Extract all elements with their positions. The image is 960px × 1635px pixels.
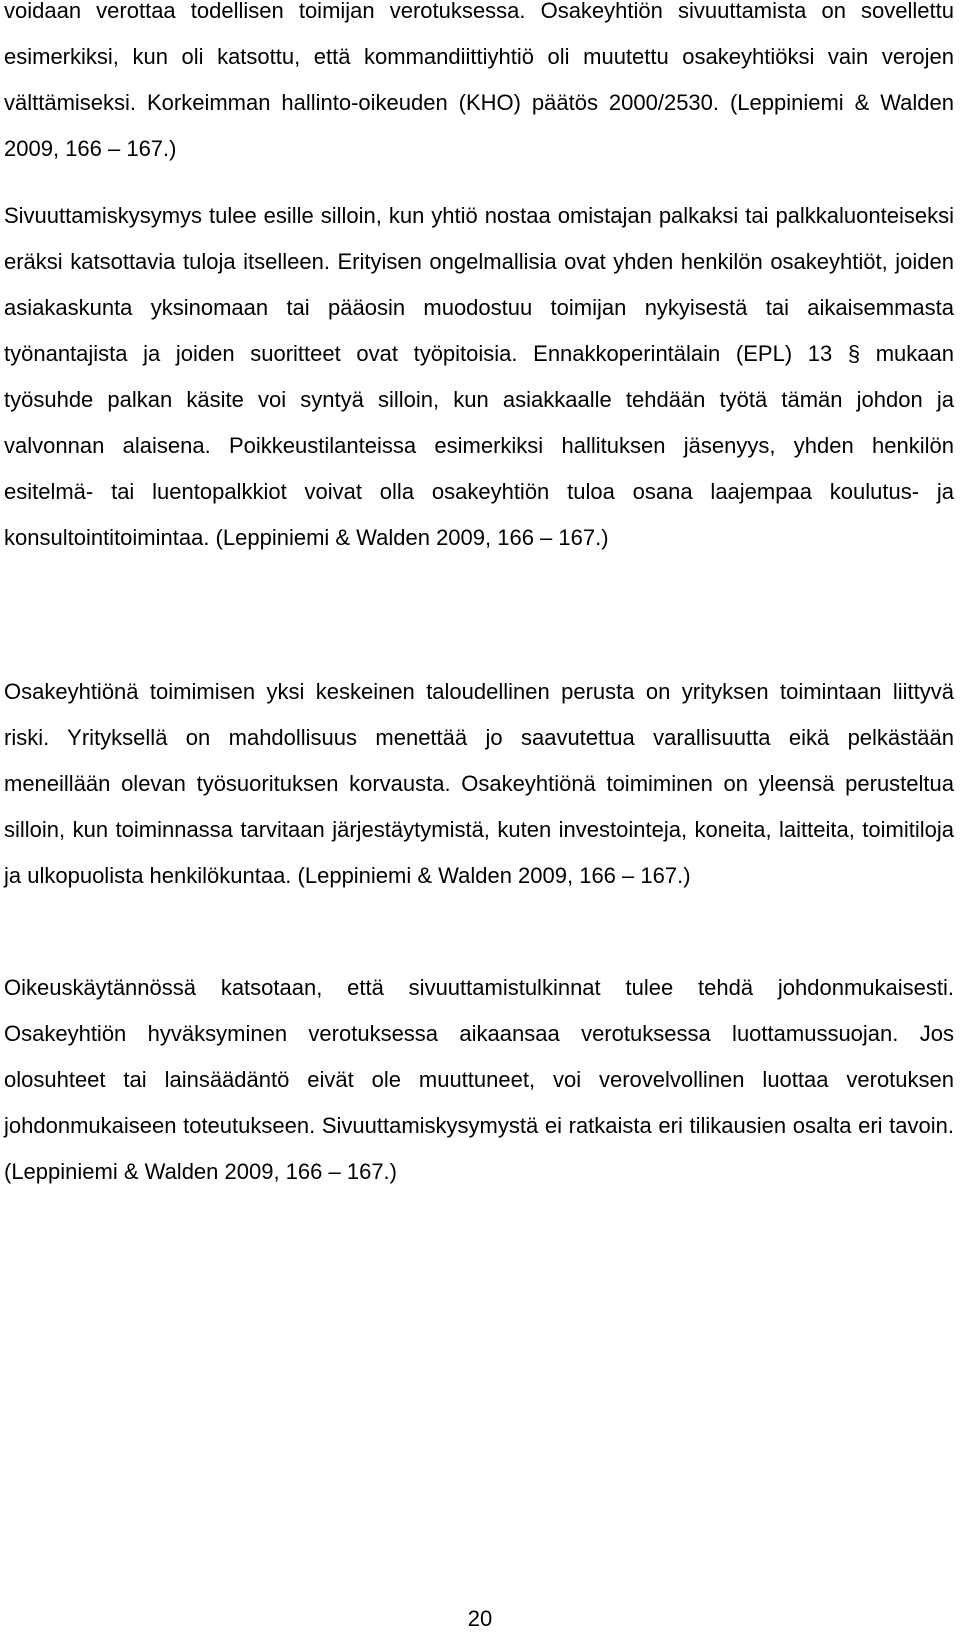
page-number: 20: [467, 1606, 493, 1631]
paragraph-3: Osakeyhtiönä toimimisen yksi keskeinen taloudellinen perusta on yrityksen toimintaan liittyvä riski. Yrityksellä on mahdollisuus menettää jo saavutettua varallisuutta eikä pelkästään meneillään olevan työsuorituksen korvausta. Osakeyhtiönä toimiminen on yleensä perusteltua silloin, kun toiminnassa tarvitaan järjestäytymistä, kuten investointeja, koneita, laitteita, toimitiloja ja ulkopuolista henkilökuntaa. (Leppiniemi & Walden 2009, 166 – 167.): [4, 679, 954, 888]
paragraph-2: Sivuuttamiskysymys tulee esille silloin, kun yhtiö nostaa omistajan palkaksi tai palkkaluonteiseksi eräksi katsottavia tuloja itselleen. Erityisen ongelmallisia ovat yhden henkilön osakeyhtiöt, joiden asiakaskunta yksinomaan tai pääosin muodostuu toimijan nykyisestä tai aikaisemmasta työnantajista ja joiden suoritteet ovat työpitoisia. Ennakkoperintälain (EPL) 13 § mukaan työsuhde palkan käsite voi syntyä silloin, kun asiakkaalle tehdään työtä tämän johdon ja valvonnan alaisena. Poikkeustilanteissa esimerkiksi hallituksen jäsenyys, yhden henkilön esitelmä- tai luentopalkkiot voivat olla osakeyhtiön tuloa osana laajempaa koulutus- ja konsultointitoimintaa. (Leppiniemi & Walden 2009, 166 – 167.): [4, 203, 954, 550]
paragraph-1: voidaan verottaa todellisen toimijan verotuksessa. Osakeyhtiön sivuuttamista on sovellettu esimerkiksi, kun oli katsottu, että kommandiittiyhtiö oli muutettu osakeyhtiöksi vain verojen välttämiseksi. Korkeimman hallinto-oikeuden (KHO) päätös 2000/2530. (Leppiniemi & Walden 2009, 166 – 167.): [4, 0, 954, 161]
paragraph-4: Oikeuskäytännössä katsotaan, että sivuuttamistulkinnat tulee tehdä johdonmukaisesti. Osakeyhtiön hyväksyminen verotuksessa aikaansaa verotuksessa luottamussuojan. Jos olosuhteet tai lainsäädäntö eivät ole muuttuneet, voi verovelvollinen luottaa verotuksen johdonmukaiseen toteutukseen. Sivuuttamiskysymystä ei ratkaista eri tilikausien osalta eri tavoin. (Leppiniemi & Walden 2009, 166 – 167.): [4, 975, 954, 1184]
